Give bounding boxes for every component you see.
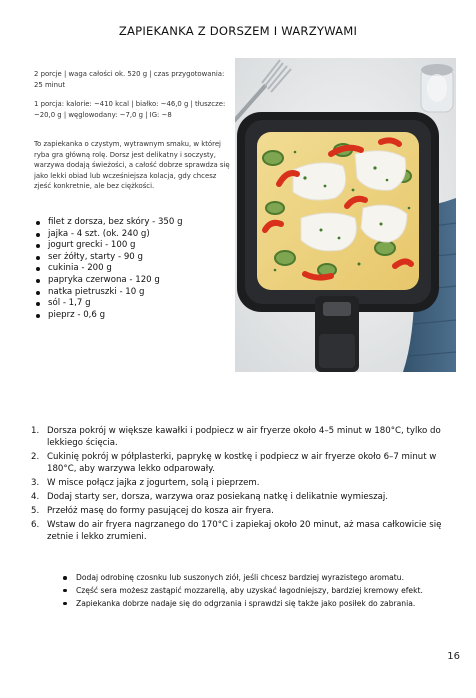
step-number: 1. xyxy=(31,426,40,436)
recipe-title: ZAPIEKANKA Z DORSZEM I WARZYWAMI xyxy=(118,24,358,38)
ingredient-item: sól - 1,7 g xyxy=(36,298,183,310)
step-text: Wstaw do air fryera nagrzanego do 170°C i zapiekaj około 20 minut, aż masa całkowicie się zetnie i lekko zrumieni. xyxy=(47,519,442,542)
ingredients-list xyxy=(36,217,183,321)
nutrition-line: 1 porcja: kalorie: ~410 kcal | białko: ~46,0 g | tłuszcze: ~20,0 g | węglowodany: ~7,0 g | IG: ~8 xyxy=(34,100,226,119)
step-item xyxy=(31,491,463,503)
ingredient-item: cukinia - 200 g xyxy=(36,263,183,275)
air-fryer-photo xyxy=(235,58,456,372)
step-item xyxy=(31,451,463,476)
step-text: Dorsza pokrój w większe kawałki i podpiecz w air fryerze około 4–5 minut w 180°C, tylko do lekkiego ścięcia. xyxy=(47,426,441,449)
step-number: 4. xyxy=(31,491,40,502)
page-number: 16 xyxy=(447,651,460,662)
tip-item: Część sera możesz zastąpić mozzarellą, aby uzyskać łagodniejszy, bardziej kremowy efekt. xyxy=(60,585,445,596)
step-text: Przełóż masę do formy pasującej do kosza air fryera. xyxy=(47,505,274,516)
step-number: 2. xyxy=(31,452,40,463)
tips-list xyxy=(60,572,445,610)
servings-line: 2 porcje | waga całości ok. 520 g | czas przygotowania: 25 minut xyxy=(34,70,225,89)
ingredient-item: jajka - 4 szt. (ok. 240 g) xyxy=(36,229,183,241)
step-number: 3. xyxy=(31,478,40,489)
steps-list xyxy=(31,425,463,545)
step-number: 6. xyxy=(31,519,40,530)
step-item xyxy=(31,505,463,517)
step-item xyxy=(31,519,463,544)
ingredient-item: filet z dorsza, bez skóry - 350 g xyxy=(36,217,183,229)
step-item xyxy=(31,425,463,450)
ingredient-item: natka pietruszki - 10 g xyxy=(36,287,183,299)
recipe-description: To zapiekanka o czystym, wytrawnym smaku, w której ryba gra główną rolę. Dorsz jest delikatny i soczysty, warzywa dodają świeżości, a całość dobrze sprawdza się jako lekki obiad lub wcześniejsza kolacja, gdy chcesz zjeść konkretnie, ale bez ciężkości. xyxy=(34,140,230,190)
ingredient-item: papryka czerwona - 120 g xyxy=(36,275,183,287)
salt-shaker-icon xyxy=(421,64,453,112)
step-item xyxy=(31,477,463,489)
tip-item: Zapiekanka dobrze nadaje się do odgrzania i sprawdzi się także jako posiłek do zabrania. xyxy=(60,598,445,609)
step-text: Dodaj starty ser, dorsza, warzywa oraz posiekaną natkę i delikatnie wymieszaj. xyxy=(47,491,388,502)
step-text: W misce połącz jajka z jogurtem, solą i pieprzem. xyxy=(47,478,260,489)
step-number: 5. xyxy=(31,505,40,516)
ingredient-item: ser żółty, starty - 90 g xyxy=(36,252,183,264)
ingredient-item: jogurt grecki - 100 g xyxy=(36,240,183,252)
ingredient-item: pieprz - 0,6 g xyxy=(36,310,183,322)
step-text: Cukinię pokrój w półplasterki, paprykę w kostkę i podpiecz w air fryerze około 6–7 minut w 180°C, aby warzywa lekko odparowały. xyxy=(47,452,437,475)
tip-item: Dodaj odrobinę czosnku lub suszonych ziół, jeśli chcesz bardziej wyrazistego aromatu. xyxy=(60,572,445,583)
